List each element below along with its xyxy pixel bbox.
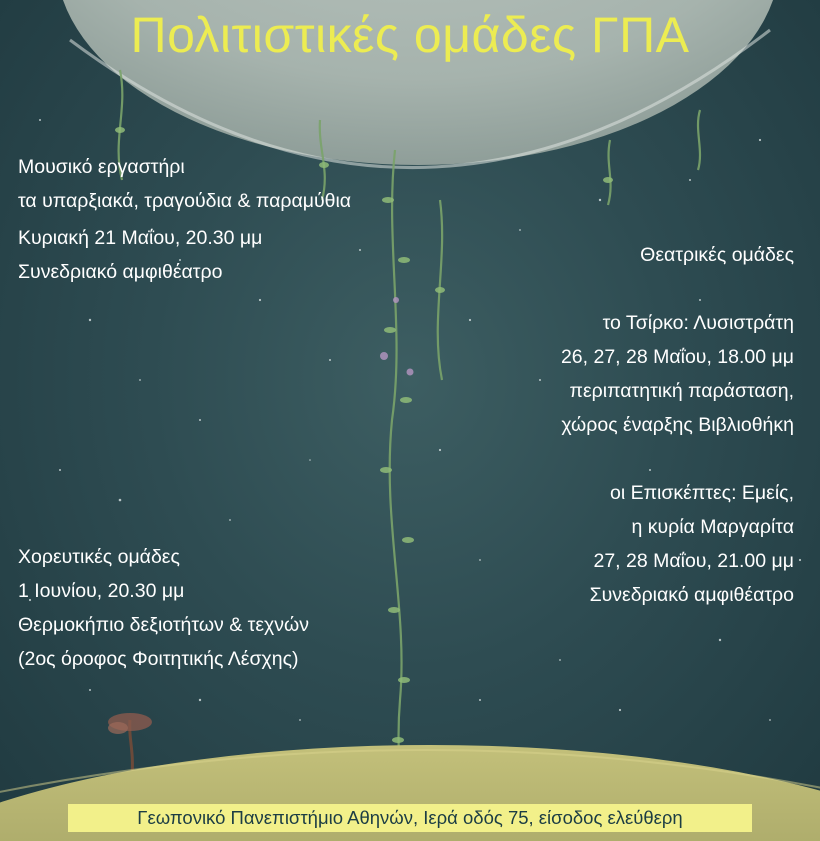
dance-groups-venue-detail: (2ος όροφος Φοιτητικής Λέσχης) (18, 648, 299, 670)
music-workshop-date: Κυριακή 21 Μαΐου, 20.30 μμ (18, 227, 263, 249)
music-workshop-name: Μουσικό εργαστήρι (18, 156, 185, 178)
visitors-venue: Συνεδριακό αμφιθέατρο (589, 584, 794, 606)
footer-banner: Γεωπονικό Πανεπιστήμιο Αθηνών, Ιερά οδός 75, είσοδος ελεύθερη (68, 804, 752, 832)
lysistrata-venue: χώρος έναρξης Βιβλιοθήκη (561, 414, 794, 436)
dance-groups-name: Χορευτικές ομάδες (18, 546, 180, 568)
visitors-dates: 27, 28 Μαΐου, 21.00 μμ (593, 550, 794, 572)
visitors-info (590, 476, 794, 612)
dance-groups-venue: Θερμοκήπιο δεξιοτήτων & τεχνών (18, 614, 310, 636)
dance-groups-info (18, 540, 309, 676)
dance-groups-date: 1 Ιουνίου, 20.30 μμ (18, 580, 185, 602)
theatre-groups-heading (640, 238, 794, 272)
music-workshop-info (18, 150, 351, 289)
lysistrata-dates: 26, 27, 28 Μαΐου, 18.00 μμ (560, 346, 794, 368)
small-tree (108, 713, 152, 775)
theatre-groups-heading-text: Θεατρικές ομάδες (640, 244, 794, 266)
poster-title: Πολιτιστικές ομάδες ΓΠΑ (130, 7, 690, 63)
music-workshop-venue: Συνεδριακό αμφιθέατρο (18, 261, 223, 283)
lysistrata-info (561, 306, 794, 442)
music-workshop-subtitle: τα υπαρξιακά, τραγούδια & παραμύθια (18, 190, 352, 212)
visitors-play: η κυρία Μαργαρίτα (631, 516, 794, 538)
lysistrata-title: το Τσίρκο: Λυσιστράτη (602, 312, 794, 334)
lysistrata-type: περιπατητική παράσταση, (569, 380, 794, 402)
visitors-title: οι Επισκέπτες: Εμείς, (609, 482, 794, 504)
